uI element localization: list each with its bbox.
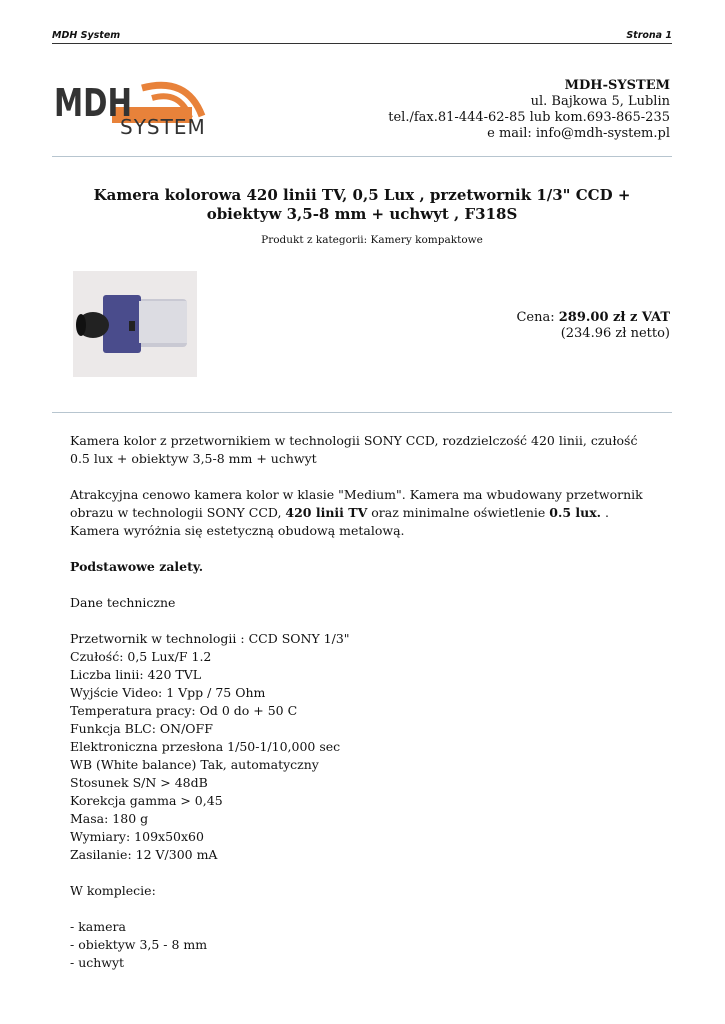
spec-item: WB (White balance) Tak, automatyczny bbox=[70, 757, 319, 772]
lux-highlight: 0.5 lux. bbox=[549, 505, 602, 520]
spec-item: Stosunek S/N > 48dB bbox=[70, 775, 208, 790]
spec-item: Korekcja gamma > 0,45 bbox=[70, 793, 223, 808]
header-rule bbox=[52, 43, 672, 44]
running-header bbox=[52, 30, 672, 41]
price-gross: 289.00 zł z VAT bbox=[558, 310, 670, 325]
lines-highlight: 420 linii TV bbox=[285, 505, 368, 520]
product-photo bbox=[73, 271, 197, 377]
spec-item: Wymiary: 109x50x60 bbox=[70, 829, 204, 844]
price-label: Cena: bbox=[516, 310, 559, 325]
intro-paragraph: Kamera kolor z przetwornikiem w technologii SONY CCD, rozdzielczość 420 linii, czułość 0.5 lux + obiektyw 3,5-8 mm + uchwyt bbox=[70, 433, 638, 466]
spec-item: Funkcja BLC: ON/OFF bbox=[70, 721, 213, 736]
page-number: Strona 1 bbox=[626, 30, 672, 41]
description bbox=[70, 432, 660, 972]
kit-list bbox=[70, 918, 660, 972]
spec-item: Przetwornik w technologii : CCD SONY 1/3" bbox=[70, 631, 350, 646]
company-address bbox=[388, 78, 670, 142]
svg-text:SYSTEM: SYSTEM bbox=[120, 115, 206, 139]
kit-item: - uchwyt bbox=[70, 955, 125, 970]
svg-text:MDH: MDH bbox=[54, 81, 132, 125]
spec-item: Temperatura pracy: Od 0 do + 50 C bbox=[70, 703, 298, 718]
price-block bbox=[516, 310, 670, 342]
kit-heading: W komplecie: bbox=[70, 883, 156, 898]
spec-item: Czułość: 0,5 Lux/F 1.2 bbox=[70, 649, 212, 664]
divider bbox=[52, 412, 672, 413]
company-name: MDH-SYSTEM bbox=[564, 78, 670, 93]
running-header-left: MDH System bbox=[52, 30, 121, 41]
spec-item: Masa: 180 g bbox=[70, 811, 149, 826]
text: oraz minimalne oświetlenie bbox=[367, 505, 550, 520]
tech-heading: Dane techniczne bbox=[70, 595, 176, 610]
product-title: Kamera kolorowa 420 linii TV, 0,5 Lux , przetwornik 1/3" CCD + obiektyw 3,5-8 mm + uchwyt , F318S bbox=[93, 186, 631, 223]
company-street: ul. Bajkowa 5, Lublin bbox=[530, 94, 670, 109]
feature-paragraph bbox=[70, 486, 660, 540]
product-category: Produkt z kategorii: Kamery kompaktowe bbox=[261, 234, 483, 246]
text: Atrakcyjna cenowo kamera kolor w klasie "Medium". Kamera ma wbudowany przetwornik obrazu w technologii SONY CCD, bbox=[70, 487, 643, 520]
kit-item: - kamera bbox=[70, 919, 126, 934]
company-logo bbox=[52, 78, 252, 140]
spec-item: Elektroniczna przesłona 1/50-1/10,000 sec bbox=[70, 739, 341, 754]
divider bbox=[52, 156, 672, 157]
text: . Kamera wyróżnia się estetyczną obudową metalową. bbox=[70, 505, 609, 538]
kit-item: - obiektyw 3,5 - 8 mm bbox=[70, 937, 208, 952]
price-net: (234.96 zł netto) bbox=[560, 326, 670, 341]
company-email: e mail: info@mdh-system.pl bbox=[487, 126, 670, 141]
spec-item: Wyjście Video: 1 Vpp / 75 Ohm bbox=[70, 685, 266, 700]
spec-item: Liczba linii: 420 TVL bbox=[70, 667, 202, 682]
spec-list bbox=[70, 630, 660, 864]
company-phone: tel./fax.81-444-62-85 lub kom.693-865-235 bbox=[388, 110, 670, 125]
advantages-heading: Podstawowe zalety. bbox=[70, 559, 204, 574]
spec-item: Zasilanie: 12 V/300 mA bbox=[70, 847, 218, 862]
